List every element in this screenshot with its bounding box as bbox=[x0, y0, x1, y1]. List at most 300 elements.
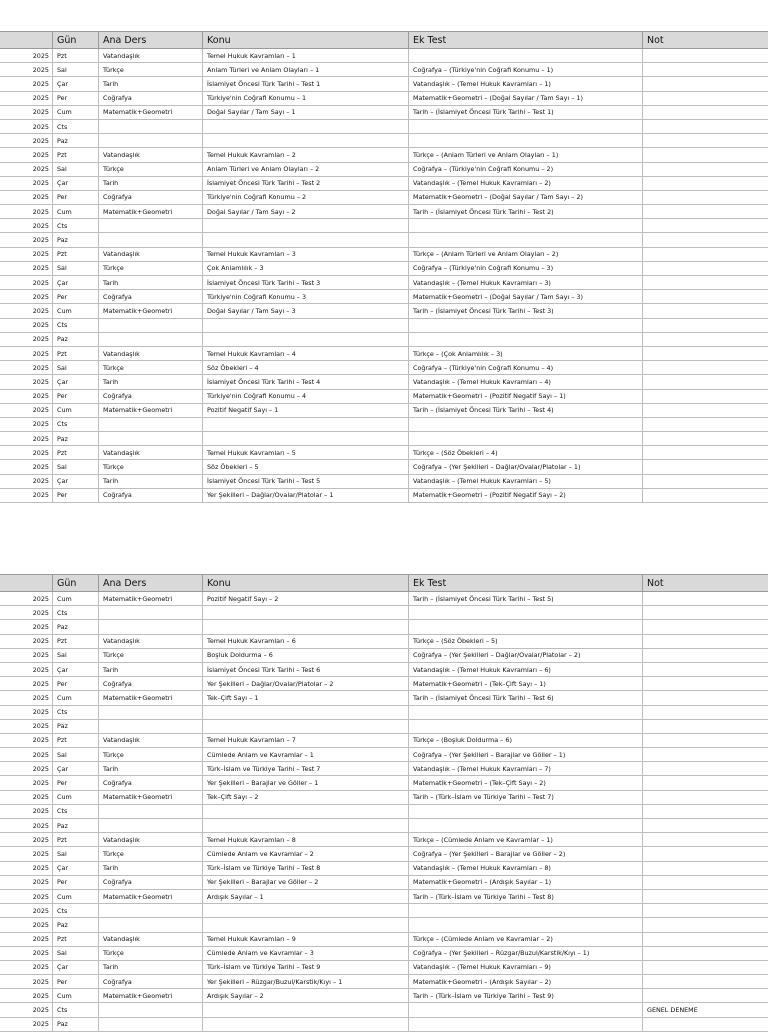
cell-date: 2025 bbox=[0, 332, 53, 346]
cell-note bbox=[643, 904, 768, 918]
cell-topic bbox=[203, 432, 409, 446]
cell-topic bbox=[203, 904, 409, 918]
cell-main-subject: Matematik+Geometri bbox=[99, 304, 203, 318]
cell-date: 2025 bbox=[0, 346, 53, 360]
table-row bbox=[0, 975, 768, 989]
cell-day: Per bbox=[53, 190, 99, 204]
table-row bbox=[0, 290, 768, 304]
cell-day: Cum bbox=[53, 403, 99, 417]
cell-day: Per bbox=[53, 776, 99, 790]
cell-topic bbox=[203, 819, 409, 833]
cell-topic: İslamiyet Öncesi Türk Tarihi – Test 5 bbox=[203, 474, 409, 488]
table-row bbox=[0, 790, 768, 804]
cell-topic bbox=[203, 318, 409, 332]
cell-topic bbox=[203, 1017, 409, 1031]
cell-extra-test: Vatandaşlık – (Temel Hukuk Kavramları – 6) bbox=[409, 662, 643, 676]
cell-day: Çar bbox=[53, 276, 99, 290]
table-row bbox=[0, 904, 768, 918]
cell-topic bbox=[203, 719, 409, 733]
cell-date: 2025 bbox=[0, 592, 53, 606]
header-main-subject: Ana Ders bbox=[99, 575, 203, 592]
table-row bbox=[0, 733, 768, 747]
cell-extra-test: Vatandaşlık – (Temel Hukuk Kavramları – 7) bbox=[409, 762, 643, 776]
table-row bbox=[0, 205, 768, 219]
cell-note bbox=[643, 847, 768, 861]
cell-main-subject bbox=[99, 318, 203, 332]
cell-topic: Temel Hukuk Kavramları – 7 bbox=[203, 733, 409, 747]
cell-note bbox=[643, 975, 768, 989]
cell-day: Cts bbox=[53, 904, 99, 918]
cell-main-subject: Tarih bbox=[99, 762, 203, 776]
cell-note bbox=[643, 733, 768, 747]
table-row bbox=[0, 748, 768, 762]
cell-date: 2025 bbox=[0, 634, 53, 648]
cell-topic: Cümlede Anlam ve Kavramlar – 3 bbox=[203, 946, 409, 960]
cell-note bbox=[643, 819, 768, 833]
cell-extra-test: Türkçe – (Cümlede Anlam ve Kavramlar – 1) bbox=[409, 833, 643, 847]
cell-note bbox=[643, 346, 768, 360]
cell-extra-test: Tarih – (Türk–İslam ve Türkiye Tarihi – Test 8) bbox=[409, 889, 643, 903]
cell-day: Per bbox=[53, 677, 99, 691]
table-row bbox=[0, 819, 768, 833]
cell-topic: Türkiye'nin Coğrafi Konumu – 3 bbox=[203, 290, 409, 304]
cell-topic: Anlam Türleri ve Anlam Olayları – 1 bbox=[203, 63, 409, 77]
cell-extra-test: Matematik+Geometri – (Pozitif Negatif Sayı – 1) bbox=[409, 389, 643, 403]
cell-date: 2025 bbox=[0, 91, 53, 105]
cell-date: 2025 bbox=[0, 804, 53, 818]
header-day: Gün bbox=[53, 32, 99, 49]
cell-topic: Söz Öbekleri – 5 bbox=[203, 460, 409, 474]
cell-day: Sal bbox=[53, 648, 99, 662]
cell-date: 2025 bbox=[0, 247, 53, 261]
cell-main-subject: Matematik+Geometri bbox=[99, 205, 203, 219]
table-row bbox=[0, 762, 768, 776]
cell-extra-test: Tarih – (Türk–İslam ve Türkiye Tarihi – Test 7) bbox=[409, 790, 643, 804]
schedule-table-2 bbox=[0, 574, 768, 1032]
cell-topic: Cümlede Anlam ve Kavramlar – 2 bbox=[203, 847, 409, 861]
cell-topic bbox=[203, 417, 409, 431]
cell-main-subject: Matematik+Geometri bbox=[99, 790, 203, 804]
cell-note bbox=[643, 219, 768, 233]
cell-topic: Yer Şekilleri – Barajlar ve Göller – 2 bbox=[203, 875, 409, 889]
cell-day: Pzt bbox=[53, 932, 99, 946]
cell-date: 2025 bbox=[0, 833, 53, 847]
cell-date: 2025 bbox=[0, 932, 53, 946]
cell-day: Cts bbox=[53, 119, 99, 133]
cell-main-subject bbox=[99, 1017, 203, 1031]
cell-extra-test: Türkçe – (Boşluk Doldurma – 6) bbox=[409, 733, 643, 747]
cell-note bbox=[643, 119, 768, 133]
cell-note bbox=[643, 375, 768, 389]
cell-topic: Ardışık Sayılar – 1 bbox=[203, 889, 409, 903]
cell-note bbox=[643, 748, 768, 762]
cell-date: 2025 bbox=[0, 474, 53, 488]
cell-date: 2025 bbox=[0, 403, 53, 417]
cell-date: 2025 bbox=[0, 219, 53, 233]
cell-extra-test: Tarih – (İslamiyet Öncesi Türk Tarihi – Test 3) bbox=[409, 304, 643, 318]
cell-topic bbox=[203, 134, 409, 148]
cell-date: 2025 bbox=[0, 705, 53, 719]
cell-day: Cum bbox=[53, 989, 99, 1003]
cell-day: Sal bbox=[53, 460, 99, 474]
cell-date: 2025 bbox=[0, 417, 53, 431]
table-row bbox=[0, 804, 768, 818]
cell-day: Pzt bbox=[53, 446, 99, 460]
cell-note bbox=[643, 861, 768, 875]
cell-day: Sal bbox=[53, 946, 99, 960]
cell-main-subject: Türkçe bbox=[99, 460, 203, 474]
cell-date: 2025 bbox=[0, 975, 53, 989]
cell-topic: Türkiye'nin Coğrafi Konumu – 2 bbox=[203, 190, 409, 204]
cell-extra-test: Tarih – (İslamiyet Öncesi Türk Tarihi – Test 5) bbox=[409, 592, 643, 606]
cell-extra-test: Tarih – (İslamiyet Öncesi Türk Tarihi – Test 2) bbox=[409, 205, 643, 219]
cell-note bbox=[643, 719, 768, 733]
cell-date: 2025 bbox=[0, 1017, 53, 1031]
cell-day: Cum bbox=[53, 304, 99, 318]
cell-main-subject: Matematik+Geometri bbox=[99, 592, 203, 606]
cell-topic: Temel Hukuk Kavramları – 3 bbox=[203, 247, 409, 261]
table-row bbox=[0, 162, 768, 176]
cell-date: 2025 bbox=[0, 662, 53, 676]
cell-day: Çar bbox=[53, 474, 99, 488]
cell-main-subject: Türkçe bbox=[99, 847, 203, 861]
table-row bbox=[0, 261, 768, 275]
cell-date: 2025 bbox=[0, 446, 53, 460]
cell-date: 2025 bbox=[0, 677, 53, 691]
cell-day: Pzt bbox=[53, 148, 99, 162]
cell-note bbox=[643, 247, 768, 261]
cell-extra-test: Vatandaşlık – (Temel Hukuk Kavramları – 8) bbox=[409, 861, 643, 875]
cell-extra-test: Türkçe – (Anlam Türleri ve Anlam Olayları – 1) bbox=[409, 148, 643, 162]
schedule-table-1 bbox=[0, 31, 768, 503]
cell-note bbox=[643, 960, 768, 974]
header-row bbox=[0, 32, 768, 49]
cell-extra-test: Tarih – (İslamiyet Öncesi Türk Tarihi – Test 4) bbox=[409, 403, 643, 417]
cell-topic: Türkiye'nin Coğrafi Konumu – 1 bbox=[203, 91, 409, 105]
cell-day: Per bbox=[53, 875, 99, 889]
cell-topic bbox=[203, 119, 409, 133]
cell-note bbox=[643, 592, 768, 606]
cell-date: 2025 bbox=[0, 134, 53, 148]
cell-note bbox=[643, 932, 768, 946]
cell-day: Çar bbox=[53, 662, 99, 676]
cell-date: 2025 bbox=[0, 819, 53, 833]
table-row bbox=[0, 592, 768, 606]
header-main-subject: Ana Ders bbox=[99, 32, 203, 49]
cell-note: GENEL DENEME bbox=[643, 1003, 768, 1017]
cell-day: Per bbox=[53, 389, 99, 403]
cell-main-subject: Matematik+Geometri bbox=[99, 889, 203, 903]
cell-main-subject bbox=[99, 119, 203, 133]
cell-topic: İslamiyet Öncesi Türk Tarihi – Test 3 bbox=[203, 276, 409, 290]
table-row bbox=[0, 219, 768, 233]
cell-note bbox=[643, 261, 768, 275]
cell-main-subject bbox=[99, 332, 203, 346]
cell-extra-test: Matematik+Geometri – (Tek–Çift Sayı – 2) bbox=[409, 776, 643, 790]
cell-note bbox=[643, 332, 768, 346]
cell-day: Sal bbox=[53, 261, 99, 275]
cell-extra-test: Coğrafya – (Türkiye'nin Coğrafi Konumu – 3) bbox=[409, 261, 643, 275]
cell-main-subject bbox=[99, 719, 203, 733]
table-row bbox=[0, 691, 768, 705]
cell-day: Cts bbox=[53, 1003, 99, 1017]
cell-note bbox=[643, 705, 768, 719]
cell-extra-test: Matematik+Geometri – (Pozitif Negatif Sayı – 2) bbox=[409, 488, 643, 502]
table-row bbox=[0, 91, 768, 105]
cell-date: 2025 bbox=[0, 105, 53, 119]
cell-topic: Çok Anlamlılık – 3 bbox=[203, 261, 409, 275]
cell-extra-test: Vatandaşlık – (Temel Hukuk Kavramları – 4) bbox=[409, 375, 643, 389]
header-row bbox=[0, 575, 768, 592]
table-row bbox=[0, 1017, 768, 1031]
cell-date: 2025 bbox=[0, 989, 53, 1003]
cell-main-subject: Vatandaşlık bbox=[99, 833, 203, 847]
cell-extra-test: Coğrafya – (Yer Şekilleri – Barajlar ve Göller – 1) bbox=[409, 748, 643, 762]
cell-note bbox=[643, 918, 768, 932]
cell-topic: Anlam Türleri ve Anlam Olayları – 2 bbox=[203, 162, 409, 176]
cell-date: 2025 bbox=[0, 620, 53, 634]
table-row bbox=[0, 49, 768, 63]
cell-note bbox=[643, 790, 768, 804]
cell-day: Cum bbox=[53, 691, 99, 705]
cell-date: 2025 bbox=[0, 162, 53, 176]
cell-date: 2025 bbox=[0, 875, 53, 889]
cell-note bbox=[643, 634, 768, 648]
cell-day: Sal bbox=[53, 748, 99, 762]
cell-note bbox=[643, 389, 768, 403]
cell-note bbox=[643, 833, 768, 847]
cell-main-subject: Türkçe bbox=[99, 946, 203, 960]
cell-extra-test: Vatandaşlık – (Temel Hukuk Kavramları – 2) bbox=[409, 176, 643, 190]
table-row bbox=[0, 176, 768, 190]
cell-main-subject bbox=[99, 804, 203, 818]
cell-note bbox=[643, 105, 768, 119]
cell-day: Pzt bbox=[53, 733, 99, 747]
cell-main-subject: Türkçe bbox=[99, 748, 203, 762]
cell-extra-test: Coğrafya – (Yer Şekilleri – Barajlar ve Göller – 2) bbox=[409, 847, 643, 861]
header-day: Gün bbox=[53, 575, 99, 592]
cell-extra-test: Matematik+Geometri – (Doğal Sayılar / Tam Sayı – 3) bbox=[409, 290, 643, 304]
table-row bbox=[0, 148, 768, 162]
table-row bbox=[0, 389, 768, 403]
table-row bbox=[0, 960, 768, 974]
cell-topic: İslamiyet Öncesi Türk Tarihi – Test 4 bbox=[203, 375, 409, 389]
cell-day: Paz bbox=[53, 719, 99, 733]
cell-extra-test bbox=[409, 1003, 643, 1017]
cell-topic: Temel Hukuk Kavramları – 5 bbox=[203, 446, 409, 460]
cell-date: 2025 bbox=[0, 63, 53, 77]
cell-topic: Temel Hukuk Kavramları – 9 bbox=[203, 932, 409, 946]
table-row bbox=[0, 233, 768, 247]
cell-day: Çar bbox=[53, 960, 99, 974]
cell-main-subject: Matematik+Geometri bbox=[99, 403, 203, 417]
cell-topic: Temel Hukuk Kavramları – 8 bbox=[203, 833, 409, 847]
cell-extra-test: Matematik+Geometri – (Doğal Sayılar / Tam Sayı – 1) bbox=[409, 91, 643, 105]
table-row bbox=[0, 606, 768, 620]
table-row bbox=[0, 119, 768, 133]
cell-day: Cum bbox=[53, 790, 99, 804]
cell-extra-test bbox=[409, 620, 643, 634]
header-extra-test: Ek Test bbox=[409, 32, 643, 49]
cell-main-subject bbox=[99, 219, 203, 233]
cell-date: 2025 bbox=[0, 488, 53, 502]
cell-note bbox=[643, 648, 768, 662]
table-row bbox=[0, 705, 768, 719]
header-note: Not bbox=[643, 575, 768, 592]
cell-day: Cts bbox=[53, 219, 99, 233]
cell-day: Paz bbox=[53, 233, 99, 247]
cell-extra-test bbox=[409, 606, 643, 620]
cell-day: Pzt bbox=[53, 634, 99, 648]
cell-topic bbox=[203, 233, 409, 247]
cell-date: 2025 bbox=[0, 190, 53, 204]
cell-topic: Söz Öbekleri – 4 bbox=[203, 361, 409, 375]
cell-topic: Temel Hukuk Kavramları – 6 bbox=[203, 634, 409, 648]
cell-topic: Boşluk Doldurma – 6 bbox=[203, 648, 409, 662]
cell-day: Çar bbox=[53, 77, 99, 91]
table-row bbox=[0, 474, 768, 488]
cell-main-subject bbox=[99, 134, 203, 148]
cell-note bbox=[643, 432, 768, 446]
table-row bbox=[0, 375, 768, 389]
cell-date: 2025 bbox=[0, 432, 53, 446]
cell-note bbox=[643, 446, 768, 460]
cell-topic bbox=[203, 606, 409, 620]
table-row bbox=[0, 190, 768, 204]
cell-day: Sal bbox=[53, 361, 99, 375]
cell-date: 2025 bbox=[0, 790, 53, 804]
cell-main-subject: Türkçe bbox=[99, 63, 203, 77]
cell-extra-test bbox=[409, 134, 643, 148]
table-row bbox=[0, 946, 768, 960]
cell-note bbox=[643, 677, 768, 691]
table-row bbox=[0, 634, 768, 648]
cell-main-subject: Coğrafya bbox=[99, 91, 203, 105]
cell-date: 2025 bbox=[0, 318, 53, 332]
table-row bbox=[0, 432, 768, 446]
cell-topic: Yer Şekilleri – Barajlar ve Göller – 1 bbox=[203, 776, 409, 790]
cell-day: Cum bbox=[53, 105, 99, 119]
cell-topic bbox=[203, 918, 409, 932]
cell-day: Per bbox=[53, 91, 99, 105]
cell-date: 2025 bbox=[0, 304, 53, 318]
table-row bbox=[0, 346, 768, 360]
cell-note bbox=[643, 691, 768, 705]
cell-extra-test: Matematik+Geometri – (Ardışık Sayılar – 1) bbox=[409, 875, 643, 889]
cell-date: 2025 bbox=[0, 748, 53, 762]
cell-day: Cts bbox=[53, 705, 99, 719]
cell-day: Cts bbox=[53, 417, 99, 431]
cell-extra-test: Türkçe – (Söz Öbekleri – 5) bbox=[409, 634, 643, 648]
cell-day: Per bbox=[53, 290, 99, 304]
cell-main-subject bbox=[99, 417, 203, 431]
cell-extra-test bbox=[409, 119, 643, 133]
cell-date: 2025 bbox=[0, 1003, 53, 1017]
cell-note bbox=[643, 134, 768, 148]
cell-note bbox=[643, 63, 768, 77]
cell-extra-test bbox=[409, 804, 643, 818]
table-row bbox=[0, 417, 768, 431]
cell-main-subject bbox=[99, 1003, 203, 1017]
header-date bbox=[0, 32, 53, 49]
cell-main-subject: Tarih bbox=[99, 960, 203, 974]
cell-day: Paz bbox=[53, 134, 99, 148]
cell-main-subject bbox=[99, 904, 203, 918]
cell-main-subject: Vatandaşlık bbox=[99, 634, 203, 648]
cell-main-subject: Tarih bbox=[99, 176, 203, 190]
cell-main-subject: Coğrafya bbox=[99, 190, 203, 204]
cell-note bbox=[643, 190, 768, 204]
cell-date: 2025 bbox=[0, 776, 53, 790]
cell-main-subject: Matematik+Geometri bbox=[99, 989, 203, 1003]
cell-topic: Temel Hukuk Kavramları – 2 bbox=[203, 148, 409, 162]
cell-note bbox=[643, 804, 768, 818]
cell-date: 2025 bbox=[0, 276, 53, 290]
cell-extra-test: Coğrafya – (Türkiye'nin Coğrafi Konumu – 1) bbox=[409, 63, 643, 77]
cell-main-subject bbox=[99, 432, 203, 446]
cell-note bbox=[643, 233, 768, 247]
cell-main-subject: Coğrafya bbox=[99, 290, 203, 304]
table-row bbox=[0, 332, 768, 346]
cell-main-subject: Vatandaşlık bbox=[99, 446, 203, 460]
cell-extra-test: Vatandaşlık – (Temel Hukuk Kavramları – 3) bbox=[409, 276, 643, 290]
cell-extra-test bbox=[409, 719, 643, 733]
cell-day: Sal bbox=[53, 63, 99, 77]
cell-note bbox=[643, 620, 768, 634]
cell-date: 2025 bbox=[0, 946, 53, 960]
cell-extra-test: Matematik+Geometri – (Ardışık Sayılar – 2) bbox=[409, 975, 643, 989]
cell-extra-test: Türkçe – (Anlam Türleri ve Anlam Olayları – 2) bbox=[409, 247, 643, 261]
cell-date: 2025 bbox=[0, 733, 53, 747]
cell-main-subject: Türkçe bbox=[99, 648, 203, 662]
table-row bbox=[0, 276, 768, 290]
cell-day: Cum bbox=[53, 205, 99, 219]
cell-day: Paz bbox=[53, 918, 99, 932]
cell-note bbox=[643, 606, 768, 620]
cell-topic: Yer Şekilleri – Rüzgar/Buzul/Karstik/Kıyı – 1 bbox=[203, 975, 409, 989]
cell-main-subject: Coğrafya bbox=[99, 875, 203, 889]
cell-main-subject: Tarih bbox=[99, 77, 203, 91]
cell-topic: Doğal Sayılar / Tam Sayı – 2 bbox=[203, 205, 409, 219]
study-plan-table bbox=[0, 574, 768, 1032]
header-extra-test: Ek Test bbox=[409, 575, 643, 592]
cell-extra-test bbox=[409, 705, 643, 719]
table-row bbox=[0, 677, 768, 691]
cell-note bbox=[643, 488, 768, 502]
cell-note bbox=[643, 205, 768, 219]
cell-day: Cts bbox=[53, 606, 99, 620]
cell-topic: Ardışık Sayılar – 2 bbox=[203, 989, 409, 1003]
table-row bbox=[0, 620, 768, 634]
cell-extra-test: Vatandaşlık – (Temel Hukuk Kavramları – 5) bbox=[409, 474, 643, 488]
cell-day: Paz bbox=[53, 1017, 99, 1031]
cell-note bbox=[643, 361, 768, 375]
cell-extra-test bbox=[409, 1017, 643, 1031]
cell-date: 2025 bbox=[0, 918, 53, 932]
cell-note bbox=[643, 403, 768, 417]
cell-main-subject: Türkçe bbox=[99, 361, 203, 375]
table-row bbox=[0, 134, 768, 148]
cell-main-subject: Matematik+Geometri bbox=[99, 691, 203, 705]
cell-topic: Temel Hukuk Kavramları – 4 bbox=[203, 346, 409, 360]
cell-extra-test: Tarih – (İslamiyet Öncesi Türk Tarihi – Test 6) bbox=[409, 691, 643, 705]
cell-day: Paz bbox=[53, 432, 99, 446]
cell-note bbox=[643, 77, 768, 91]
cell-note bbox=[643, 91, 768, 105]
cell-day: Sal bbox=[53, 847, 99, 861]
cell-date: 2025 bbox=[0, 960, 53, 974]
cell-date: 2025 bbox=[0, 847, 53, 861]
